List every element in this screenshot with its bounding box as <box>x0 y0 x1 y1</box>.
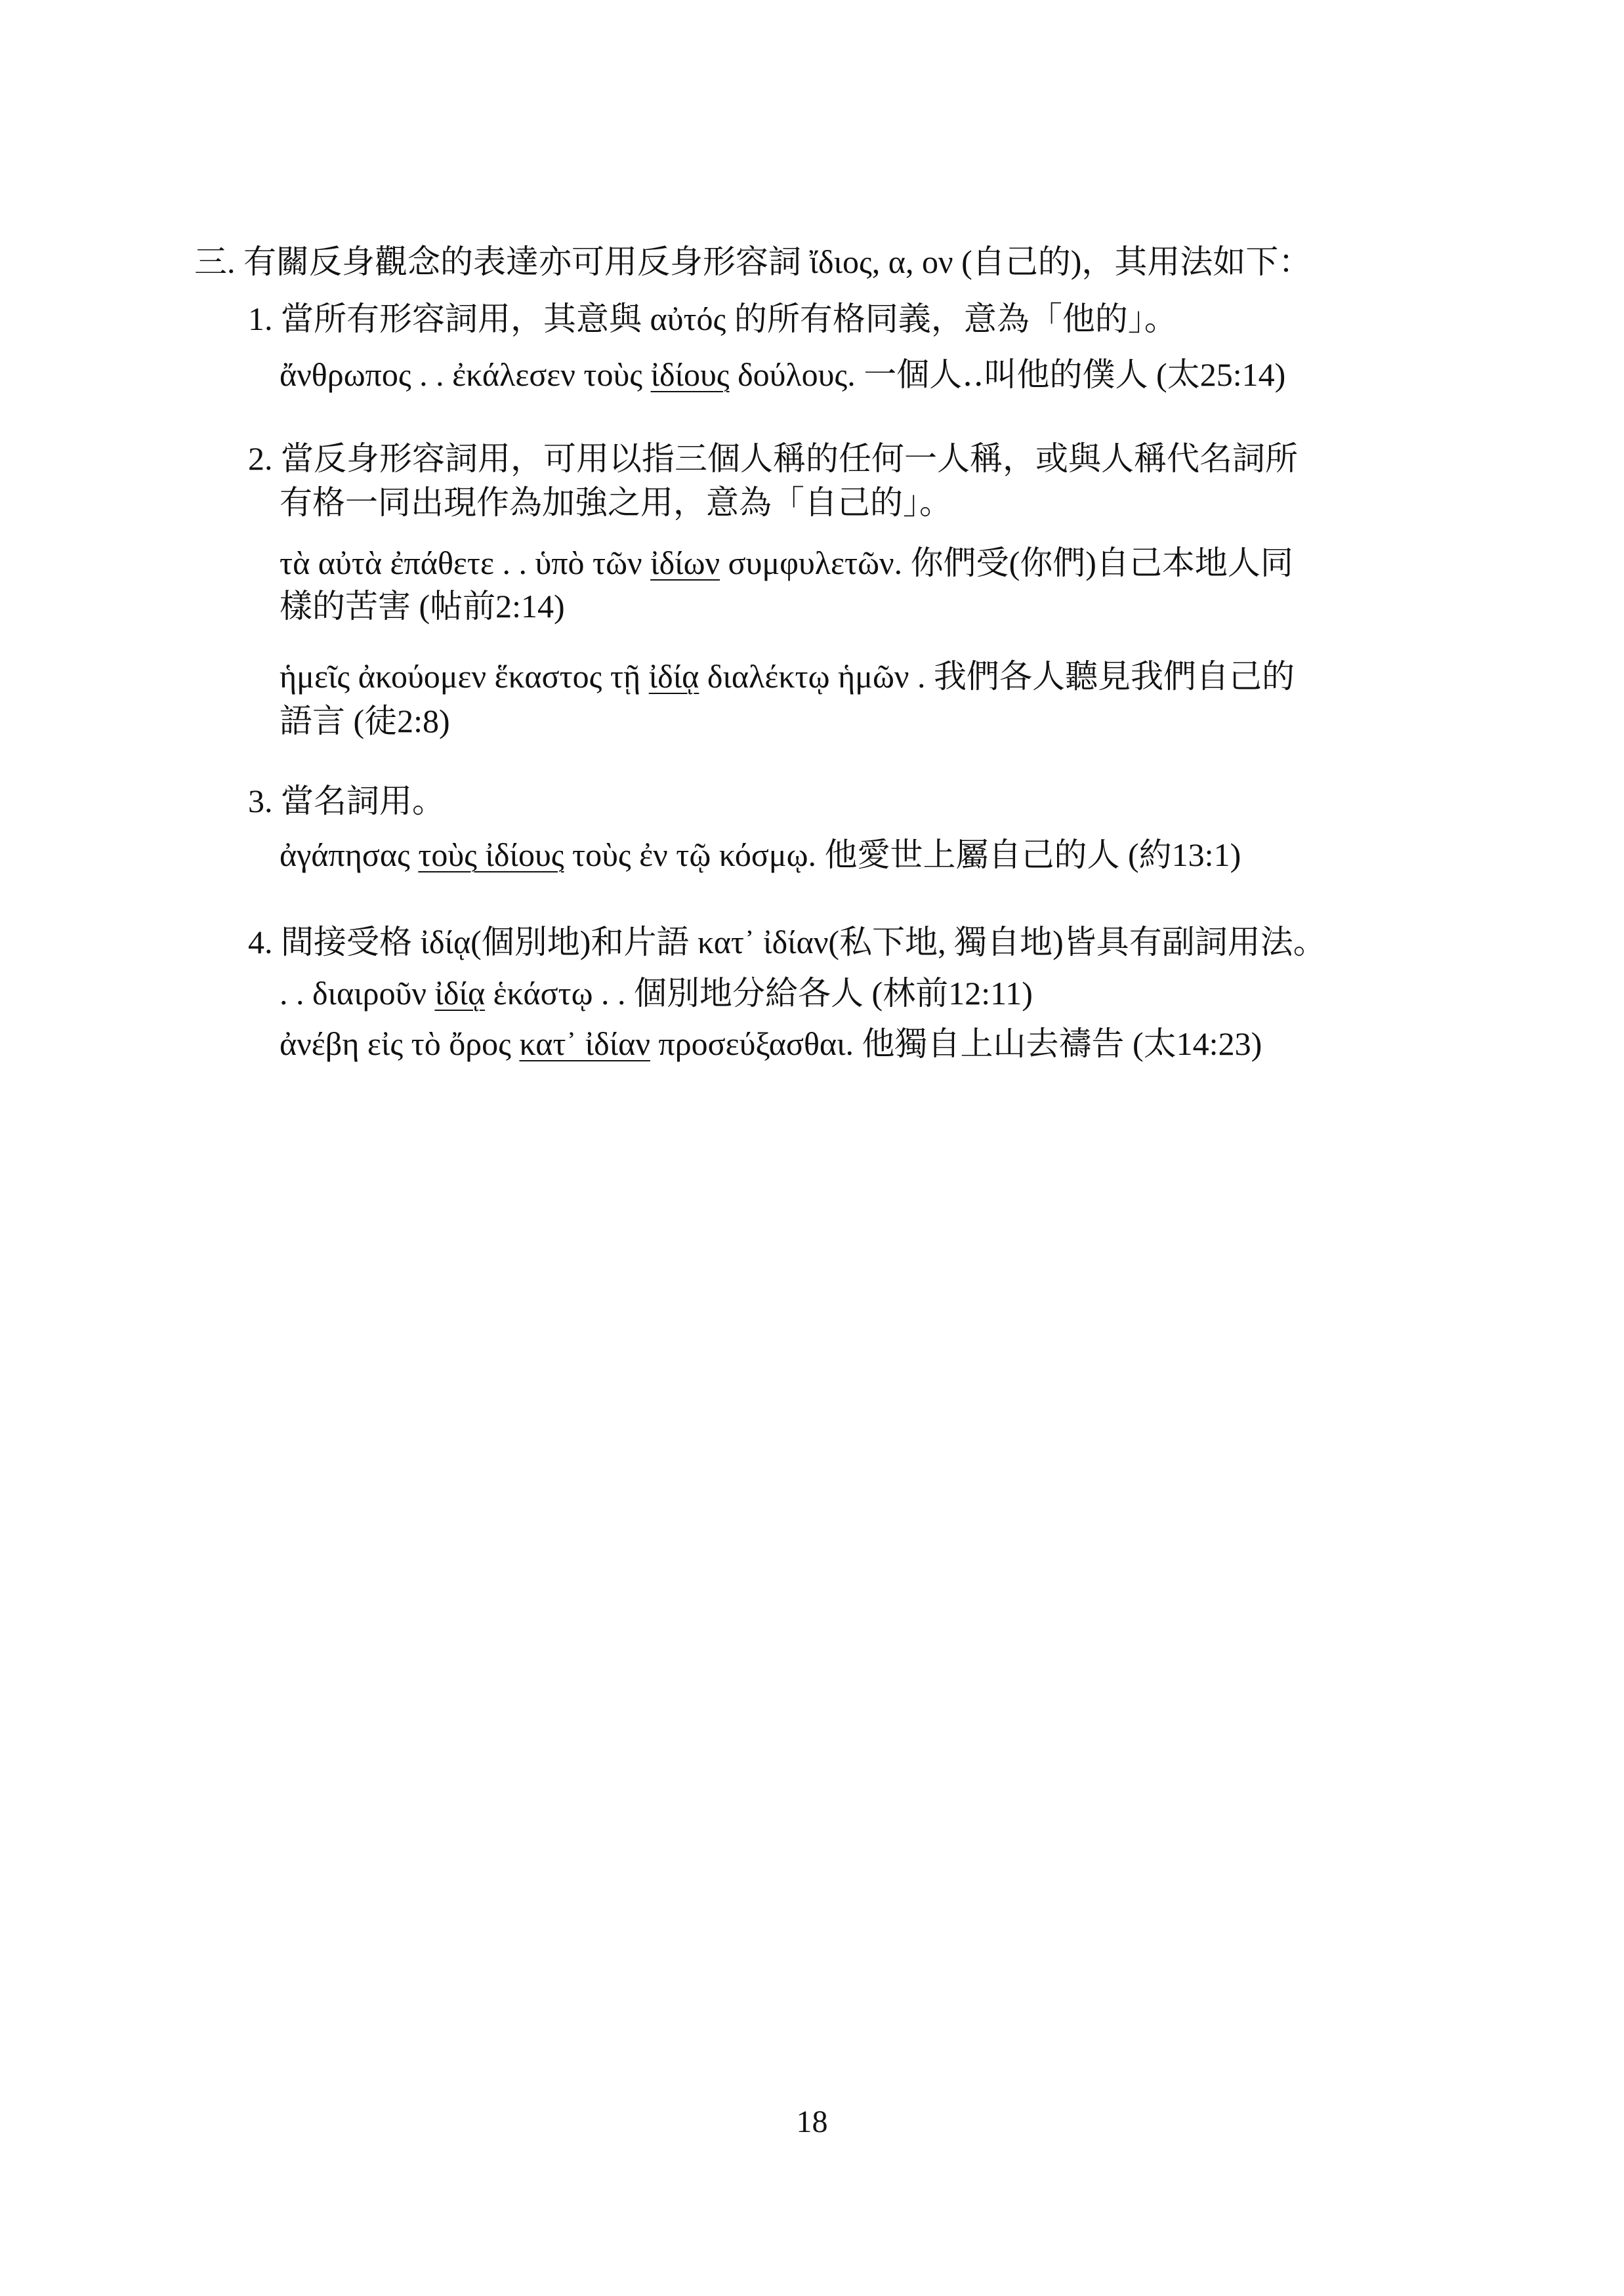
item-2-example-2 <box>280 656 1295 697</box>
page-number: 18 <box>796 2104 828 2139</box>
item-2-title-line-1: 2. 當反身形容詞用，可用以指三個人稱的任何一人稱，或與人稱代名詞所 <box>248 440 1298 477</box>
example-translation: δούλους. 一個人‥叫他的僕人 (太25:14) <box>729 356 1286 393</box>
item-3-example-1 <box>280 834 1241 876</box>
example-translation: προσεύξασθαι. 他獨自上山去禱告 (太14:23) <box>650 1025 1262 1062</box>
example-translation: ἑκάστῳ . . 個別地分給各人 (林前12:11) <box>485 975 1033 1012</box>
example-underlined-word: κατ᾽ ἰδίαν <box>519 1025 650 1062</box>
example-translation: τοὺς ἐν τῷ κόσμῳ. 他愛世上屬自己的人 (約13:1) <box>564 836 1241 873</box>
example-underlined-word: ἰδίᾳ <box>648 658 699 695</box>
item-4-example-2 <box>280 1023 1262 1065</box>
example-underlined-word: ἰδίᾳ <box>434 975 486 1012</box>
example-underlined-word: τοὺς ἰδίους <box>418 836 564 873</box>
example-greek-text: ἀγάπησας <box>280 836 419 873</box>
item-2-example-1-continuation: 樣的苦害 (帖前2:14) <box>280 588 565 625</box>
example-underlined-word: ἰδίους <box>650 356 730 393</box>
item-2-example-1 <box>280 543 1293 584</box>
item-3-title: 3. 當名詞用。 <box>248 783 445 819</box>
item-4-example-1 <box>280 973 1033 1014</box>
item-1-example-1 <box>280 354 1285 396</box>
example-translation: συμφυλετῶν. 你們受(你們)自己本地人同 <box>720 544 1293 581</box>
example-greek-text: ἡμεῖς ἀκούομεν ἕκαστος τῇ <box>280 658 649 695</box>
item-4-title: 4. 間接受格 ἰδίᾳ(個別地)和片語 κατ᾽ ἰδίαν(私下地, 獨自地)皆具有副詞用法。 <box>248 924 1326 960</box>
example-greek-text: . . διαιροῦν <box>280 975 435 1012</box>
item-1-title: 1. 當所有形容詞用，其意與 αὐτός 的所有格同義，意為「他的」。 <box>248 300 1177 337</box>
example-greek-text: τὰ αὐτὰ ἐπάθετε . . ὑπὸ τῶν <box>280 544 651 581</box>
item-2-example-2-continuation: 語言 (徒2:8) <box>280 703 450 739</box>
section-heading: 三. 有關反身觀念的表達亦可用反身形容詞 ἴδιος, α, ον (自己的)，其用法如下： <box>194 243 1312 280</box>
example-greek-text: ἀνέβη εἰς τὸ ὄρος <box>280 1025 520 1062</box>
item-2-title-line-2: 有格一同出現作為加強之用，意為「自己的」。 <box>280 484 952 521</box>
example-greek-text: ἄνθρωπος . . ἐκάλεσεν τοὺς <box>280 356 651 393</box>
example-underlined-word: ἰδίων <box>650 544 720 581</box>
example-translation: διαλέκτῳ ἡμῶν . 我們各人聽見我們自己的 <box>699 658 1295 695</box>
